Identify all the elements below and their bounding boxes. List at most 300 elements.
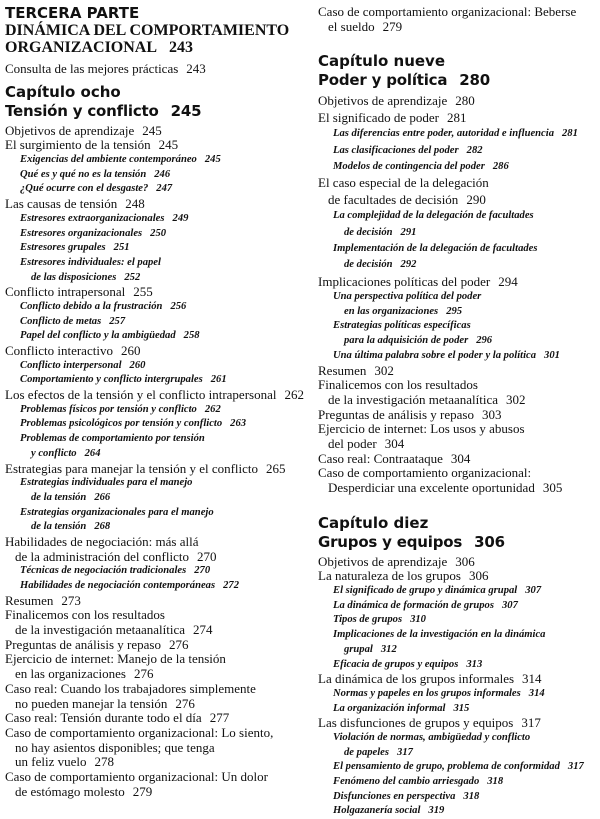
toc-entry-text: Problemas de comportamiento por tensión: [20, 433, 205, 445]
toc-entry-text: Objetivos de aprendizaje: [5, 122, 135, 138]
page-number: 252: [124, 271, 141, 283]
toc-entry-line: [5, 271, 301, 286]
toc-entry-text: de decisión: [344, 226, 393, 238]
toc-entry-text: Las disfunciones de grupos y equipos: [318, 715, 514, 731]
toc-entry-text: Estresores extraorganizacionales: [20, 212, 165, 224]
page-number: 302: [374, 362, 394, 378]
toc-entry-line: [5, 62, 301, 77]
toc-entry[interactable]: [5, 476, 301, 505]
toc-entry[interactable]: [318, 760, 600, 775]
toc-entry[interactable]: [318, 804, 600, 819]
part-label: TERCERA PARTE: [5, 4, 140, 22]
toc-entry-line: [5, 227, 301, 242]
page-number: 307: [501, 599, 518, 611]
toc-entry[interactable]: [318, 716, 600, 731]
page-number: 312: [380, 643, 397, 655]
toc-entry[interactable]: [5, 682, 301, 711]
toc-entry-text: un feliz vuelo: [15, 754, 87, 770]
chapter-heading: [5, 83, 301, 121]
toc-entry-line: [5, 667, 301, 682]
page-number: 247: [156, 183, 173, 195]
toc-entry-line: [5, 300, 301, 315]
page-number: 246: [154, 168, 171, 180]
toc-entry-text: El significado de grupo y dinámica grupal: [333, 585, 518, 597]
page-number: 279: [132, 783, 153, 799]
toc-entry[interactable]: [5, 227, 301, 242]
toc-entry-line: [318, 716, 600, 731]
toc-entry-line: [5, 256, 301, 271]
page-number: 306: [474, 532, 505, 551]
page-number: 272: [223, 580, 239, 591]
toc-entry-line: [5, 241, 301, 256]
toc-entry[interactable]: [318, 658, 600, 673]
page-number: 318: [487, 776, 504, 787]
toc-entry[interactable]: [5, 387, 304, 403]
toc-entry-line: [5, 462, 301, 477]
toc-entry[interactable]: [318, 613, 600, 628]
toc-entry-line: [5, 344, 301, 359]
toc-column-right: [318, 0, 600, 819]
toc-entry[interactable]: [5, 124, 301, 139]
toc-entry-line: [318, 175, 600, 191]
toc-entry-text: Desperdiciar una excelente oportunidad: [328, 480, 535, 495]
toc-entry-text: La organización informal: [333, 702, 446, 714]
toc-entry-line: [318, 422, 600, 437]
page-number: 251: [113, 242, 130, 254]
page-number: 249: [172, 212, 189, 224]
toc-entry-text: Las clasificaciones del poder: [333, 144, 459, 156]
toc-entry-line: [5, 387, 304, 403]
toc-entry-line: [318, 613, 600, 628]
toc-entry-line: [318, 584, 600, 599]
part-heading: [5, 4, 301, 56]
toc-entry-text: Caso real: Cuando los trabajadores simplemente: [5, 680, 256, 696]
toc-entry-line: [318, 408, 600, 423]
page-number: 310: [410, 614, 426, 626]
toc-entry-text: Finalicemos con los resultados: [5, 607, 165, 623]
toc-entry-text: Preguntas de análisis y repaso: [318, 406, 474, 422]
toc-entry-text: grupal: [344, 643, 373, 655]
page-number: 306: [455, 553, 475, 569]
toc-entry-text: Consulta de las mejores prácticas: [5, 61, 179, 76]
page-number: 317: [567, 761, 584, 773]
page-number: 270: [194, 565, 211, 577]
toc-entry-text: Una última palabra sobre el poder y la política: [333, 349, 537, 361]
toc-entry[interactable]: [318, 208, 600, 241]
toc-entry[interactable]: [318, 628, 600, 657]
toc-entry-line: [318, 555, 600, 570]
toc-entry-text: Técnicas de negociación tradicionales: [20, 565, 187, 577]
part-title-line: [5, 22, 301, 39]
toc-entry-text: de decisión: [344, 259, 393, 271]
toc-entry-text: Conflicto debido a la frustración: [20, 300, 163, 312]
page-number: 314: [522, 671, 542, 687]
page-number: 281: [562, 128, 578, 140]
toc-entry[interactable]: [318, 466, 600, 495]
page-number: 304: [450, 450, 471, 466]
toc-entry-text: Estrategias organizacionales para el manejo: [20, 506, 214, 518]
toc-entry-line: [5, 491, 301, 506]
toc-entry[interactable]: [318, 452, 600, 467]
toc-entry-line: [5, 770, 301, 785]
page-number: 263: [230, 418, 247, 430]
page-number: 282: [466, 144, 483, 156]
toc-entry-text: Resumen: [5, 592, 54, 608]
toc-entry-line: [318, 319, 600, 334]
toc-entry-line: [5, 608, 301, 623]
page-number: 255: [133, 284, 153, 300]
toc-entry-text: Finalicemos con los resultados: [318, 377, 478, 393]
toc-entry-line: [5, 550, 301, 565]
toc-entry[interactable]: [318, 159, 600, 175]
toc-entry-text: Exigencias del ambiente contemporáneo: [20, 154, 197, 166]
page-number: 250: [150, 227, 167, 239]
toc-entry[interactable]: [5, 726, 301, 770]
page-number: 276: [175, 695, 195, 711]
toc-entry[interactable]: [5, 652, 301, 681]
page-number: 266: [94, 491, 111, 503]
toc-entry-line: [5, 432, 301, 447]
toc-entry-text: Implicaciones políticas del poder: [318, 273, 491, 289]
page-number: 318: [463, 790, 480, 802]
chapter-title: [318, 71, 600, 90]
toc-entry-text: el sueldo: [328, 18, 375, 34]
toc-entry[interactable]: [318, 175, 600, 208]
toc-entry-line: [318, 658, 600, 673]
toc-entry-line: [318, 349, 600, 364]
toc-entry-line: [5, 417, 301, 432]
toc-entry-line: [5, 520, 301, 535]
toc-entry-text: no hay asientos disponibles; que tenga: [15, 739, 215, 755]
chapter-title-text: Tensión y conflicto: [5, 101, 159, 120]
toc-entry[interactable]: [5, 197, 301, 212]
page-number: 245: [170, 101, 202, 120]
page-number: 301: [544, 349, 560, 361]
toc-entry-text: Estrategias para manejar la tensión y el conflicto: [5, 460, 259, 476]
page-number: 317: [521, 715, 541, 731]
chapter-title-text: Poder y política: [318, 71, 448, 90]
chapter-heading: [318, 52, 600, 90]
toc-entry[interactable]: [5, 638, 301, 653]
toc-entry[interactable]: [318, 702, 600, 717]
toc-entry-line: [318, 481, 600, 496]
toc-entry[interactable]: [318, 319, 600, 348]
toc-entry-line: [5, 124, 301, 139]
toc-entry[interactable]: [5, 182, 301, 197]
toc-entry[interactable]: [5, 608, 301, 637]
toc-entry-text: Caso de comportamiento organizacional: Beberse: [318, 4, 577, 19]
toc-entry[interactable]: [5, 153, 301, 168]
toc-entry[interactable]: [5, 373, 301, 388]
page-number: 315: [453, 702, 470, 714]
toc-entry-text: Implicaciones de la investigación en la dinámica: [333, 629, 546, 641]
part-title-text: ORGANIZACIONAL: [5, 39, 158, 56]
page-number: 294: [498, 273, 518, 289]
toc-entry-line: [5, 153, 301, 168]
page-number: 260: [129, 359, 146, 371]
toc-entry[interactable]: [5, 359, 301, 374]
toc-entry[interactable]: [318, 378, 600, 407]
toc-entry-text: de facultades de decisión: [328, 191, 459, 207]
toc-entry-text: Fenómeno del cambio arriesgado: [333, 776, 480, 787]
toc-entry-text: El surgimiento de la tensión: [5, 137, 151, 153]
page-number: 302: [506, 391, 526, 407]
toc-entry-line: [318, 334, 600, 349]
toc-entry-text: Violación de normas, ambigüedad y conflicto: [333, 731, 531, 743]
toc-entry-line: [5, 726, 301, 741]
toc-entry-text: Resumen: [318, 362, 367, 378]
toc-entry-text: en las organizaciones: [344, 305, 439, 317]
toc-entry-text: en las organizaciones: [15, 666, 126, 682]
toc-entry-line: [5, 447, 301, 462]
page-number: 314: [528, 687, 545, 699]
toc-entry-line: [318, 110, 600, 126]
toc-entry[interactable]: [5, 344, 301, 359]
toc-entry[interactable]: [318, 349, 600, 364]
toc-entry-text: Estrategias individuales para el manejo: [20, 477, 193, 489]
toc-entry-text: de la tensión: [31, 491, 87, 503]
toc-entry-text: Objetivos de aprendizaje: [318, 553, 448, 569]
toc-entry[interactable]: [318, 126, 600, 142]
toc-entry-text: Caso real: Contraataque: [318, 450, 443, 466]
toc-entry[interactable]: [5, 579, 301, 594]
toc-entry-line: [318, 437, 600, 452]
toc-entry-line: [318, 569, 600, 584]
chapter-heading: [318, 514, 600, 552]
toc-entry-line: [318, 364, 600, 379]
toc-entry-text: de papeles: [344, 746, 390, 758]
chapter-title: [318, 533, 600, 552]
toc-entry[interactable]: [318, 672, 600, 687]
toc-entry-text: de la administración del conflicto: [15, 548, 189, 564]
toc-entry-line: [318, 93, 600, 109]
toc-entry[interactable]: [318, 731, 600, 760]
toc-entry-line: [318, 290, 600, 305]
toc-entry-text: Conflicto interpersonal: [20, 359, 122, 371]
toc-entry-line: [318, 225, 600, 241]
toc-entry-text: Qué es y qué no es la tensión: [20, 168, 147, 180]
toc-entry-line: [5, 623, 301, 638]
toc-entry-text: Conflicto interactivo: [5, 343, 113, 358]
toc-entry[interactable]: [5, 329, 301, 344]
toc-entry[interactable]: [318, 422, 600, 451]
chapter-title: [5, 102, 301, 121]
spacer: [318, 34, 600, 52]
toc-entry-line: [318, 702, 600, 717]
toc-entry-line: [5, 755, 301, 770]
toc-entry-text: Comportamiento y conflicto intergrupales: [20, 374, 203, 386]
toc-entry-line: [5, 638, 301, 653]
page-number: 286: [492, 160, 509, 172]
toc-entry-text: ¿Qué ocurre con el desgaste?: [20, 183, 149, 195]
toc-entry-text: El pensamiento de grupo, problema de conformidad: [333, 761, 560, 773]
toc-entry-text: La complejidad de la delegación de facultades: [333, 210, 534, 222]
page-number: 260: [120, 343, 141, 358]
toc-section: [318, 93, 600, 290]
page-number: 265: [266, 460, 286, 476]
page-number: 292: [400, 259, 417, 271]
toc-entry-text: y conflicto: [31, 447, 77, 459]
toc-entry-text: Caso de comportamiento organizacional: Lo siento,: [5, 724, 274, 740]
toc-entry[interactable]: [5, 564, 301, 579]
toc-entry-text: Caso real: Tensión durante todo el día: [5, 710, 202, 726]
toc-entry[interactable]: [5, 285, 301, 300]
toc-entry-text: La dinámica de formación de grupos: [333, 599, 494, 611]
toc-entry[interactable]: [5, 62, 301, 77]
toc-entry-text: Ejercicio de internet: Los usos y abusos: [318, 421, 525, 437]
toc-entry[interactable]: [5, 403, 301, 418]
toc-entry[interactable]: [318, 143, 600, 159]
page-number: 303: [481, 406, 502, 422]
toc-entry[interactable]: [318, 5, 600, 34]
page-number: 306: [468, 568, 489, 584]
page-number: 313: [466, 658, 483, 670]
toc-entry-text: Las diferencias entre poder, autoridad e influencia: [333, 128, 554, 140]
toc-entry[interactable]: [5, 241, 301, 256]
toc-entry-line: [5, 682, 301, 697]
toc-entry[interactable]: [5, 168, 301, 183]
page-number: 270: [197, 548, 217, 564]
toc-entry-text: Problemas psicológicos por tensión y conflicto: [20, 418, 223, 430]
toc-entry[interactable]: [318, 110, 600, 126]
toc-entry-text: Preguntas de análisis y repaso: [5, 636, 161, 652]
toc-entry[interactable]: [5, 535, 301, 564]
page-number: 319: [428, 805, 445, 817]
page-number: 243: [169, 39, 194, 56]
toc-entry[interactable]: [5, 462, 301, 477]
toc-entry-text: Una perspectiva política del poder: [333, 291, 482, 303]
toc-entry-line: [318, 672, 600, 687]
page-number: 295: [446, 305, 463, 317]
page-number: 243: [186, 61, 206, 76]
toc-entry-line: [5, 182, 301, 197]
page-number: 277: [209, 710, 230, 726]
toc-entry[interactable]: [318, 241, 600, 274]
toc-entry[interactable]: [5, 315, 301, 330]
page-number: 291: [400, 226, 417, 238]
toc-entry-text: Las causas de tensión: [5, 196, 118, 212]
toc-entry-line: [5, 373, 301, 388]
part-title-text: DINÁMICA DEL COMPORTAMIENTO: [5, 22, 290, 39]
toc-column-left: [5, 0, 304, 799]
toc-entry-line: [318, 746, 600, 761]
toc-entry-line: [5, 403, 301, 418]
toc-entry-line: [318, 804, 600, 819]
toc-entry-text: La dinámica de los grupos informales: [318, 671, 515, 687]
page-number: 245: [158, 137, 179, 153]
toc-entry-text: de las disposiciones: [31, 271, 117, 283]
toc-entry-line: [318, 274, 600, 290]
toc-entry[interactable]: [318, 408, 600, 423]
toc-entry-line: [318, 775, 600, 790]
toc-entry-line: [5, 197, 301, 212]
toc-entry[interactable]: [318, 790, 600, 805]
toc-entry[interactable]: [318, 569, 600, 584]
toc-entry[interactable]: [5, 770, 301, 799]
toc-entry-text: Modelos de contingencia del poder: [333, 160, 485, 172]
toc-entry[interactable]: [318, 364, 600, 379]
page-number: 296: [476, 335, 493, 347]
toc-entry-line: [5, 741, 301, 756]
toc-entry-text: Habilidades de negociación: más allá: [5, 533, 199, 549]
toc-entry[interactable]: [318, 599, 600, 614]
toc-entry[interactable]: [5, 417, 301, 432]
page-number: 317: [397, 746, 413, 758]
toc-entry-line: [318, 731, 600, 746]
toc-entry[interactable]: [318, 290, 600, 319]
toc-entry-text: Disfunciones en perspectiva: [333, 790, 456, 802]
page-number: 280: [459, 71, 490, 90]
toc-entry[interactable]: [5, 594, 301, 609]
toc-entry[interactable]: [5, 256, 301, 285]
toc-entry-line: [318, 393, 600, 408]
page-number: 281: [446, 109, 467, 125]
toc-entry-text: para la adquisición de poder: [344, 335, 469, 347]
page-number: 273: [61, 592, 81, 608]
toc-entry[interactable]: [318, 274, 600, 290]
page-number: 257: [109, 315, 126, 327]
toc-entry-text: La naturaleza de los grupos: [318, 568, 461, 584]
page-number: 262: [284, 387, 304, 403]
toc-entry-text: Caso de comportamiento organizacional: Un dolor: [5, 768, 268, 784]
toc-entry[interactable]: [318, 584, 600, 599]
toc-entry-line: [5, 652, 301, 667]
toc-entry-text: Eficacia de grupos y equipos: [333, 658, 459, 670]
chapter-title-text: Grupos y equipos: [318, 532, 463, 551]
toc-entry-text: Objetivos de aprendizaje: [318, 93, 448, 109]
toc-entry-text: Ejercicio de internet: Manejo de la tensión: [5, 651, 226, 667]
toc-entry-text: Estrategias políticas específicas: [333, 320, 471, 332]
page-number: 264: [84, 447, 101, 459]
toc-entry[interactable]: [5, 300, 301, 315]
toc-entry-line: [5, 359, 301, 374]
toc-entry-text: de la investigación metaanalítica: [15, 622, 186, 638]
toc-entry-text: Estresores organizacionales: [20, 227, 143, 239]
toc-entry-line: [318, 20, 600, 35]
toc-entry-line: [5, 535, 301, 550]
toc-entry[interactable]: [318, 775, 600, 790]
toc-entry-line: [5, 564, 301, 579]
toc-entry[interactable]: [5, 506, 301, 535]
page-number: 268: [94, 521, 111, 533]
toc-entry-line: [5, 697, 301, 712]
toc-entry[interactable]: [318, 555, 600, 570]
toc-entry[interactable]: [5, 138, 301, 153]
toc-entry[interactable]: [5, 711, 301, 726]
toc-entry-line: [5, 579, 301, 594]
toc-entry[interactable]: [318, 687, 600, 702]
toc-entry-text: Conflicto intrapersonal: [5, 284, 126, 300]
page-number: 276: [133, 666, 154, 682]
page-number: 307: [525, 585, 542, 597]
toc-entry-line: [5, 168, 301, 183]
toc-entry-line: [318, 790, 600, 805]
toc-entry-line: [318, 760, 600, 775]
page-number: 278: [94, 754, 114, 770]
toc-entry-line: [318, 241, 600, 257]
toc-entry[interactable]: [318, 93, 600, 109]
toc-entry-text: Tipos de grupos: [333, 614, 403, 626]
toc-entry[interactable]: [5, 212, 301, 227]
page-number: 256: [170, 300, 187, 312]
toc-entry-line: [318, 143, 600, 159]
chapter-label: Capítulo nueve: [318, 52, 446, 71]
toc-entry-text: Conflicto de metas: [20, 315, 102, 327]
chapter-label: Capítulo diez: [318, 513, 429, 532]
toc-entry-line: [5, 329, 301, 344]
toc-entry-line: [5, 711, 301, 726]
toc-entry[interactable]: [5, 432, 301, 461]
